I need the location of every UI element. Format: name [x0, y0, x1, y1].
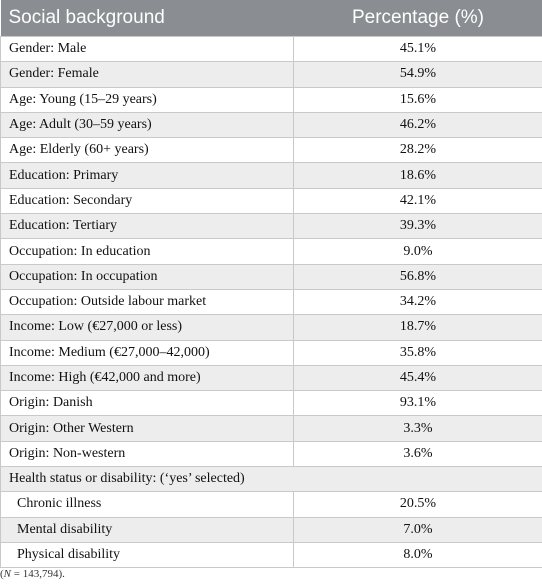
row-value: 3.6%	[294, 441, 542, 466]
table-row	[1, 517, 542, 542]
row-label: Origin: Danish	[1, 391, 294, 416]
table-row	[1, 37, 542, 62]
table-header	[1, 0, 542, 37]
row-label: Income: Low (€27,000 or less)	[1, 315, 294, 340]
sample-size-footnote: (N = 143,794).	[0, 568, 65, 580]
row-label: Physical disability	[1, 542, 294, 567]
table-row	[1, 138, 542, 163]
table-row	[1, 239, 542, 264]
row-label: Age: Young (15–29 years)	[1, 87, 294, 112]
footnote-n-symbol: N	[3, 568, 12, 580]
table-row	[1, 62, 542, 87]
row-value: 3.3%	[294, 416, 542, 441]
row-value: 18.6%	[294, 163, 542, 188]
table-row	[1, 542, 542, 567]
row-value: 93.1%	[294, 391, 542, 416]
row-label: Gender: Male	[1, 37, 294, 62]
table-row	[1, 289, 542, 314]
row-label: Occupation: In education	[1, 239, 294, 264]
table-row	[1, 365, 542, 390]
row-value: 8.0%	[294, 542, 542, 567]
row-label: Chronic illness	[1, 492, 294, 517]
health-section-heading-row	[1, 467, 542, 492]
table-row	[1, 391, 542, 416]
table-row	[1, 315, 542, 340]
table-row	[1, 214, 542, 239]
row-value: 34.2%	[294, 289, 542, 314]
row-label: Age: Adult (30–59 years)	[1, 112, 294, 137]
row-label: Origin: Other Western	[1, 416, 294, 441]
row-value: 35.8%	[294, 340, 542, 365]
health-section-heading: Health status or disability: (‘yes’ selected)	[1, 467, 542, 492]
row-value: 54.9%	[294, 62, 542, 87]
row-value: 9.0%	[294, 239, 542, 264]
row-value: 15.6%	[294, 87, 542, 112]
row-label: Occupation: In occupation	[1, 264, 294, 289]
table-row	[1, 340, 542, 365]
row-value: 42.1%	[294, 188, 542, 213]
table-row	[1, 188, 542, 213]
row-value: 46.2%	[294, 112, 542, 137]
row-label: Age: Elderly (60+ years)	[1, 138, 294, 163]
row-value: 7.0%	[294, 517, 542, 542]
table-row	[1, 264, 542, 289]
column-header-social-background: Social background	[1, 0, 294, 37]
table-row	[1, 163, 542, 188]
row-label: Income: Medium (€27,000–42,000)	[1, 340, 294, 365]
row-value: 18.7%	[294, 315, 542, 340]
row-label: Income: High (€42,000 and more)	[1, 365, 294, 390]
row-value: 28.2%	[294, 138, 542, 163]
row-value: 39.3%	[294, 214, 542, 239]
row-label: Gender: Female	[1, 62, 294, 87]
table-row	[1, 112, 542, 137]
table-body	[1, 37, 542, 568]
row-label: Occupation: Outside labour market	[1, 289, 294, 314]
column-header-percentage: Percentage (%)	[294, 0, 542, 37]
row-value: 56.8%	[294, 264, 542, 289]
row-value: 20.5%	[294, 492, 542, 517]
table-row	[1, 416, 542, 441]
header-row	[1, 0, 542, 37]
row-label: Education: Tertiary	[1, 214, 294, 239]
row-label: Education: Secondary	[1, 188, 294, 213]
row-label: Education: Primary	[1, 163, 294, 188]
row-label: Mental disability	[1, 517, 294, 542]
table-row	[1, 87, 542, 112]
table-row	[1, 492, 542, 517]
row-value: 45.4%	[294, 365, 542, 390]
row-label: Origin: Non-western	[1, 441, 294, 466]
table-row	[1, 441, 542, 466]
footnote-n-value: = 143,794).	[11, 568, 65, 580]
row-value: 45.1%	[294, 37, 542, 62]
